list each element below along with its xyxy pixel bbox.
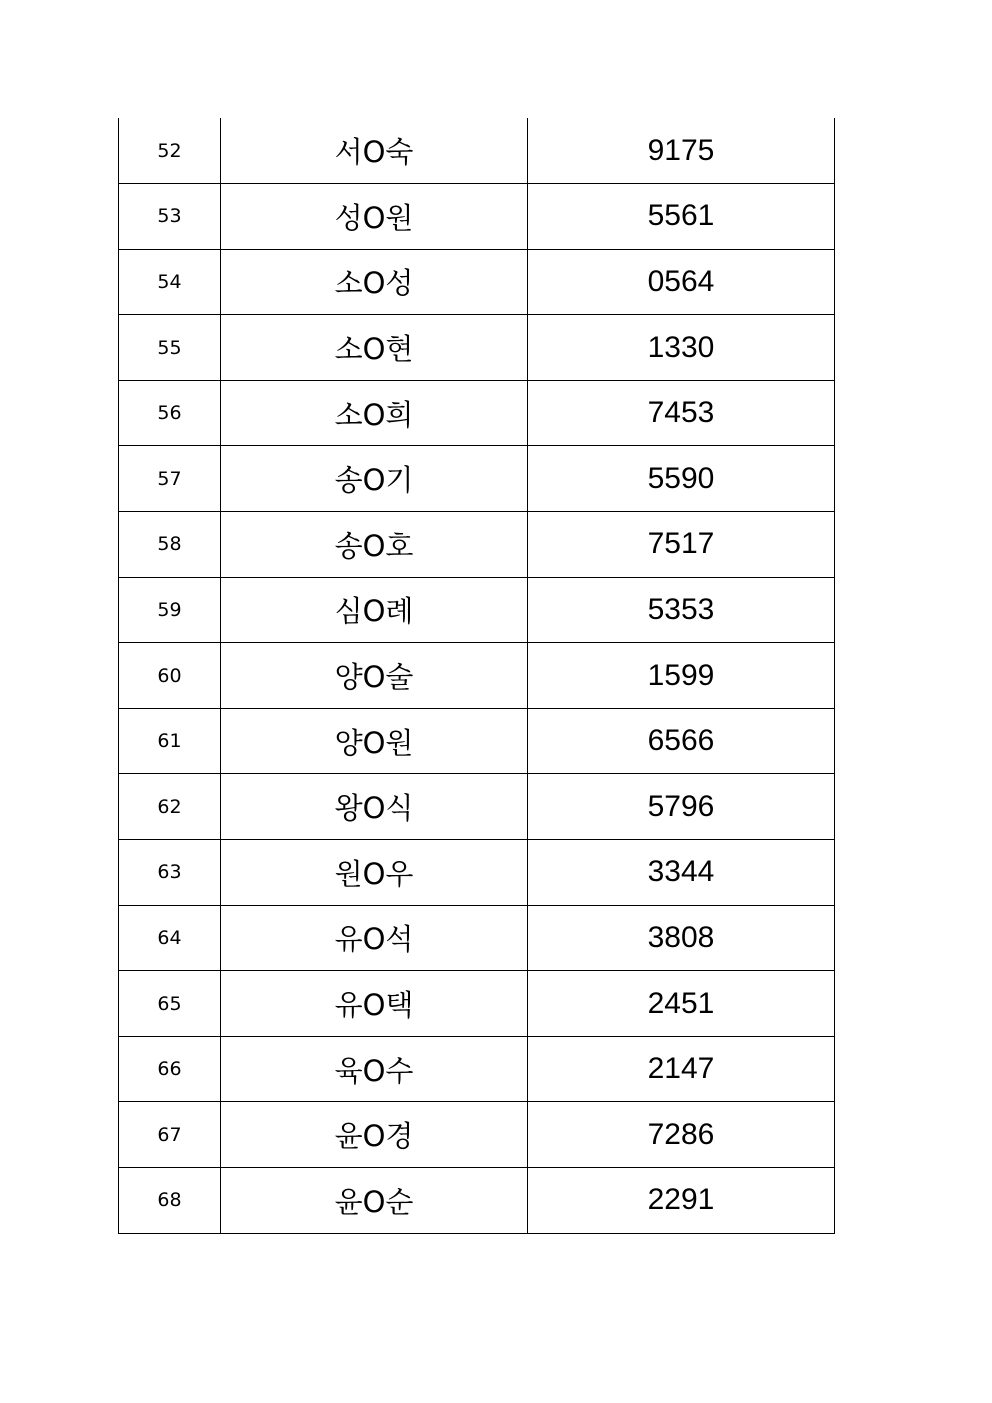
table-row — [119, 512, 835, 578]
person-name: 유O석 — [221, 905, 528, 971]
table-row — [119, 643, 835, 709]
person-name: 양O술 — [221, 643, 528, 709]
id-code: 0564 — [528, 249, 835, 315]
id-code: 7453 — [528, 380, 835, 446]
row-number: 59 — [119, 577, 221, 643]
person-name: 왕O식 — [221, 774, 528, 840]
row-number: 55 — [119, 315, 221, 381]
table-row — [119, 971, 835, 1037]
id-code: 2291 — [528, 1168, 835, 1234]
id-code: 7517 — [528, 512, 835, 578]
row-number: 62 — [119, 774, 221, 840]
person-name: 서O숙 — [221, 118, 528, 184]
table-row — [119, 380, 835, 446]
table-row — [119, 1036, 835, 1102]
person-name: 소O희 — [221, 380, 528, 446]
id-code: 5353 — [528, 577, 835, 643]
person-name: 양O원 — [221, 708, 528, 774]
row-number: 61 — [119, 708, 221, 774]
id-code: 1599 — [528, 643, 835, 709]
person-name: 송O호 — [221, 512, 528, 578]
row-number: 65 — [119, 971, 221, 1037]
person-name: 송O기 — [221, 446, 528, 512]
table-row — [119, 446, 835, 512]
row-number: 66 — [119, 1036, 221, 1102]
row-number: 68 — [119, 1168, 221, 1234]
id-code: 9175 — [528, 118, 835, 184]
person-name: 소O성 — [221, 249, 528, 315]
row-number: 60 — [119, 643, 221, 709]
id-code: 3808 — [528, 905, 835, 971]
id-code: 5590 — [528, 446, 835, 512]
id-code: 5561 — [528, 184, 835, 250]
table-row — [119, 249, 835, 315]
person-name: 원O우 — [221, 840, 528, 906]
person-name: 소O현 — [221, 315, 528, 381]
row-number: 64 — [119, 905, 221, 971]
table-row — [119, 1102, 835, 1168]
table-row — [119, 315, 835, 381]
id-code: 1330 — [528, 315, 835, 381]
row-number: 56 — [119, 380, 221, 446]
person-name: 성O원 — [221, 184, 528, 250]
row-number: 54 — [119, 249, 221, 315]
table-row — [119, 840, 835, 906]
table-row — [119, 184, 835, 250]
id-code: 5796 — [528, 774, 835, 840]
table-row — [119, 577, 835, 643]
row-number: 67 — [119, 1102, 221, 1168]
person-name: 윤O순 — [221, 1168, 528, 1234]
row-number: 63 — [119, 840, 221, 906]
person-name: 유O택 — [221, 971, 528, 1037]
id-code: 7286 — [528, 1102, 835, 1168]
table-row — [119, 1168, 835, 1234]
person-name: 윤O경 — [221, 1102, 528, 1168]
person-name: 심O례 — [221, 577, 528, 643]
roster-table-body — [119, 118, 835, 1233]
row-number: 53 — [119, 184, 221, 250]
table-row — [119, 774, 835, 840]
table-row — [119, 905, 835, 971]
table-row — [119, 708, 835, 774]
table-row — [119, 118, 835, 184]
id-code: 2147 — [528, 1036, 835, 1102]
id-code: 3344 — [528, 840, 835, 906]
row-number: 58 — [119, 512, 221, 578]
id-code: 6566 — [528, 708, 835, 774]
id-code: 2451 — [528, 971, 835, 1037]
person-name: 육O수 — [221, 1036, 528, 1102]
row-number: 52 — [119, 118, 221, 184]
row-number: 57 — [119, 446, 221, 512]
roster-table — [118, 118, 835, 1234]
